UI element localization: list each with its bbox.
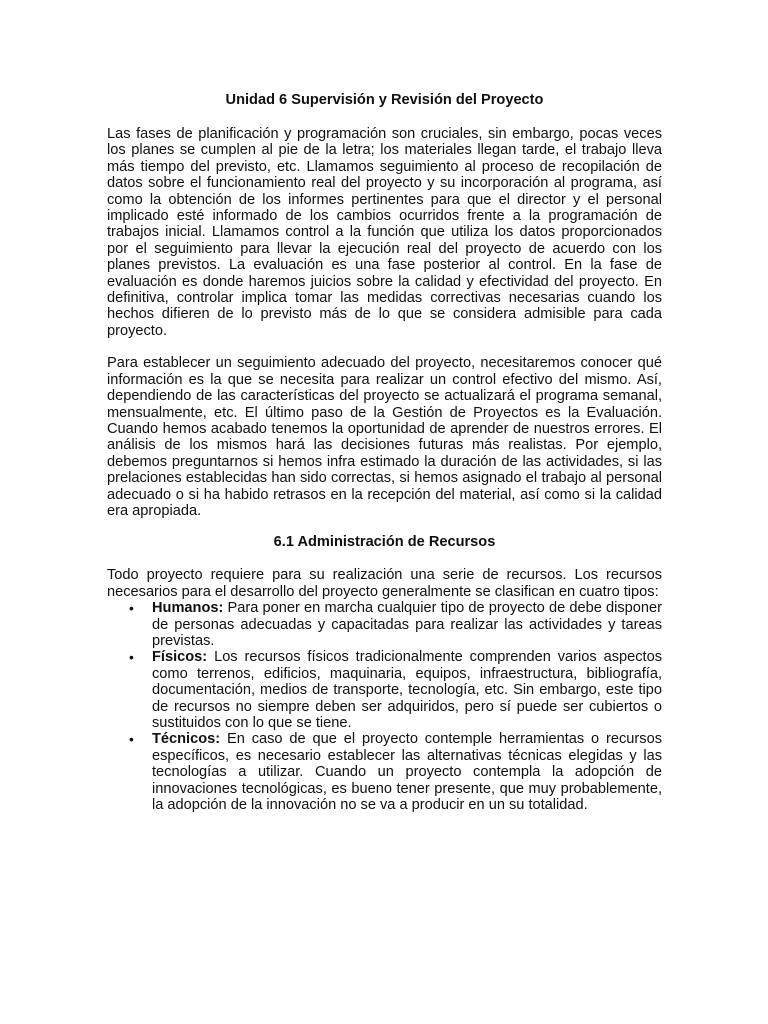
section-intro: Todo proyecto requiere para su realización una serie de recursos. Los recursos necesarios para el desarrollo del proyecto generalmente se clasifican en cuatro tipos: [107, 567, 662, 600]
list-item-term: Físicos: [152, 649, 208, 666]
paragraph-evaluacion: Para establecer un seguimiento adecuado del proyecto, necesitaremos conocer qué información es la que se necesita para realizar un control efectivo del mismo. Así, dependiendo de las características del proyecto se actualizará el programa semanal, mensualmente, etc. El último paso de la Gestión de Proyectos es la Evaluación. Cuando hemos acabado tenemos la oportunidad de aprender de nuestros errores. El análisis de los mismos hará las decisiones futuras más realistas. Por ejemplo, debemos preguntarnos si hemos infra estimado la duración de las actividades, si las prelaciones establecidas han sido correctas, si hemos asignado el trabajo al personal adecuado o si ha habido retrasos en la recepción del material, así como si la calidad era apropiada. [107, 355, 662, 519]
list-item-term: Técnicos: [152, 731, 221, 748]
list-item-text: Para poner en marcha cualquier tipo de proyecto de debe disponer de personas adecuadas y capacitadas para realizar las actividades y tareas previstas. [152, 600, 662, 649]
section-title: 6.1 Administración de Recursos [273, 534, 496, 551]
list-item-tecnicos [107, 731, 662, 813]
list-item-text: Los recursos físicos tradicionalmente comprenden varios aspectos como terrenos, edificios, maquinaria, equipos, infraestructura, bibliografía, documentación, medios de transporte, tecnología, etc. Sin embargo, este tipo de recursos no siempre deben ser adquiridos, pero sí puede ser cubiertos o sustituidos con lo que se tiene. [152, 649, 662, 731]
list-item-term: Humanos: [152, 600, 224, 617]
bullet-icon: • [129, 649, 134, 666]
page-title: Unidad 6 Supervisión y Revisión del Proyecto [225, 92, 544, 108]
list-item-fisicos [107, 649, 662, 731]
list-item-text: En caso de que el proyecto contemple herramientas o recursos específicos, es necesario establecer las alternativas técnicas elegidas y las tecnologías a utilizar. Cuando un proyecto contempla la adopción de innovaciones tecnológicas, es bueno tener presente, que muy probablemente, la adopción de la innovación no se va a producir en un su totalidad. [152, 731, 662, 814]
resource-types-list [107, 600, 662, 813]
paragraph-seguimiento: Las fases de planificación y programación son cruciales, sin embargo, pocas veces los planes se cumplen al pie de la letra; los materiales llegan tarde, el trabajo lleva más tiempo del previsto, etc. Llamamos seguimiento al proceso de recopilación de datos sobre el funcionamiento real del proyecto y su incorporación al programa, así como la obtención de los informes pertinentes para que el director y el personal implicado esté informado de los cambios ocurridos frente a la programación de trabajos inicial. Llamamos control a la función que utiliza los datos proporcionados por el seguimiento para llevar la ejecución real del proyecto de acuerdo con los planes previstos. La evaluación es una fase posterior al control. En la fase de evaluación es donde haremos juicios sobre la calidad y efectividad del proyecto. En definitiva, controlar implica tomar las medidas correctivas necesarias cuando los hechos difieren de lo previsto más de lo que se considera admisible para cada proyecto. [107, 126, 662, 339]
bullet-icon: • [129, 731, 134, 748]
list-item-humanos [107, 600, 662, 649]
document-page [107, 91, 662, 813]
bullet-icon: • [129, 600, 134, 617]
